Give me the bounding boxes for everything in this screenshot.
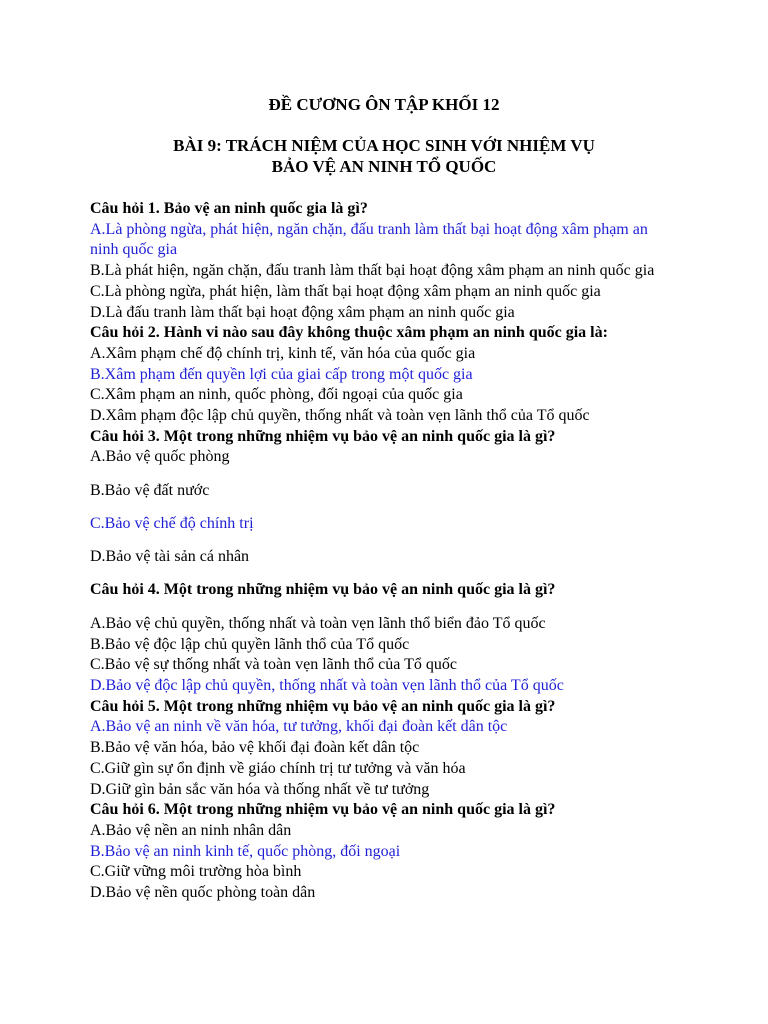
q3-option-c-correct: C.Bảo vệ chế độ chính trị — [90, 514, 254, 532]
q4-option-b: B.Bảo vệ độc lập chủ quyền lãnh thổ của Tổ quốc — [90, 635, 410, 653]
q5-option-a-correct: A.Bảo vệ an ninh về văn hóa, tư tưởng, khối đại đoàn kết dân tộc — [90, 718, 508, 736]
q1-option-c: C.Là phòng ngừa, phát hiện, làm thất bại hoạt động xâm phạm an ninh quốc gia — [90, 282, 601, 300]
q4-option-d-correct: D.Bảo vệ độc lập chủ quyền, thống nhất và toàn vẹn lãnh thổ của Tổ quốc — [90, 677, 564, 695]
q2-option-d: D.Xâm phạm độc lập chủ quyền, thống nhất và toàn vẹn lãnh thổ của Tổ quốc — [90, 407, 590, 425]
q5-option-c: C.Giữ gìn sự ổn định về giáo chính trị tư tưởng và văn hóa — [90, 759, 466, 777]
q6-option-d: D.Bảo vệ nền quốc phòng toàn dân — [90, 884, 316, 902]
document-title: ĐỀ CƯƠNG ÔN TẬP KHỐI 12 — [268, 95, 500, 114]
question-6: Câu hỏi 6. Một trong những nhiệm vụ bảo vệ an ninh quốc gia là gì? — [90, 801, 556, 819]
question-2: Câu hỏi 2. Hành vi nào sau đây không thuộc xâm phạm an ninh quốc gia là: — [90, 324, 608, 342]
q4-option-a: A.Bảo vệ chủ quyền, thống nhất và toàn vẹn lãnh thổ biển đảo Tổ quốc — [90, 614, 546, 632]
question-5: Câu hỏi 5. Một trong những nhiệm vụ bảo vệ an ninh quốc gia là gì? — [90, 697, 556, 715]
q6-option-a: A.Bảo vệ nền an ninh nhân dân — [90, 821, 292, 839]
q2-option-c: C.Xâm phạm an ninh, quốc phòng, đối ngoại của quốc gia — [90, 386, 463, 404]
q1-option-d: D.Là đấu tranh làm thất bại hoạt động xâm phạm an ninh quốc gia — [90, 303, 515, 321]
q1-option-a-correct: A.Là phòng ngừa, phát hiện, ngăn chặn, đấu tranh làm thất bại hoạt động xâm phạm an ninh quốc gia — [90, 220, 648, 259]
q5-option-d: D.Giữ gìn bản sắc văn hóa và thống nhất về tư tưởng — [90, 780, 430, 798]
q6-option-b-correct: B.Bảo vệ an ninh kinh tế, quốc phòng, đối ngoại — [90, 842, 401, 860]
question-3: Câu hỏi 3. Một trong những nhiệm vụ bảo vệ an ninh quốc gia là gì? — [90, 427, 556, 445]
q5-option-b: B.Bảo vệ văn hóa, bảo vệ khối đại đoàn kết dân tộc — [90, 739, 420, 757]
question-1: Câu hỏi 1. Bảo vệ an ninh quốc gia là gì? — [90, 200, 368, 217]
q3-option-a: A.Bảo vệ quốc phòng — [90, 448, 230, 466]
q3-option-b: B.Bảo vệ đất nước — [90, 481, 210, 499]
q4-option-c: C.Bảo vệ sự thống nhất và toàn vẹn lãnh thổ của Tổ quốc — [90, 656, 457, 674]
q2-option-a: A.Xâm phạm chế độ chính trị, kinh tế, văn hóa của quốc gia — [90, 344, 476, 362]
question-4: Câu hỏi 4. Một trong những nhiệm vụ bảo vệ an ninh quốc gia là gì? — [90, 580, 556, 598]
q6-option-c: C.Giữ vững môi trường hòa bình — [90, 863, 302, 881]
lesson-title-line-2: BẢO VỆ AN NINH TỔ QUỐC — [271, 157, 497, 176]
q2-option-b-correct: B.Xâm phạm đến quyền lợi của giai cấp trong một quốc gia — [90, 365, 473, 383]
q1-option-b: B.Là phát hiện, ngăn chặn, đấu tranh làm thất bại hoạt động xâm phạm an ninh quốc gia — [90, 262, 655, 280]
question-list — [90, 199, 680, 904]
q3-option-d: D.Bảo vệ tài sản cá nhân — [90, 547, 250, 565]
lesson-title-line-1: BÀI 9: TRÁCH NIỆM CỦA HỌC SINH VỚI NHIỆM VỤ — [173, 136, 595, 155]
